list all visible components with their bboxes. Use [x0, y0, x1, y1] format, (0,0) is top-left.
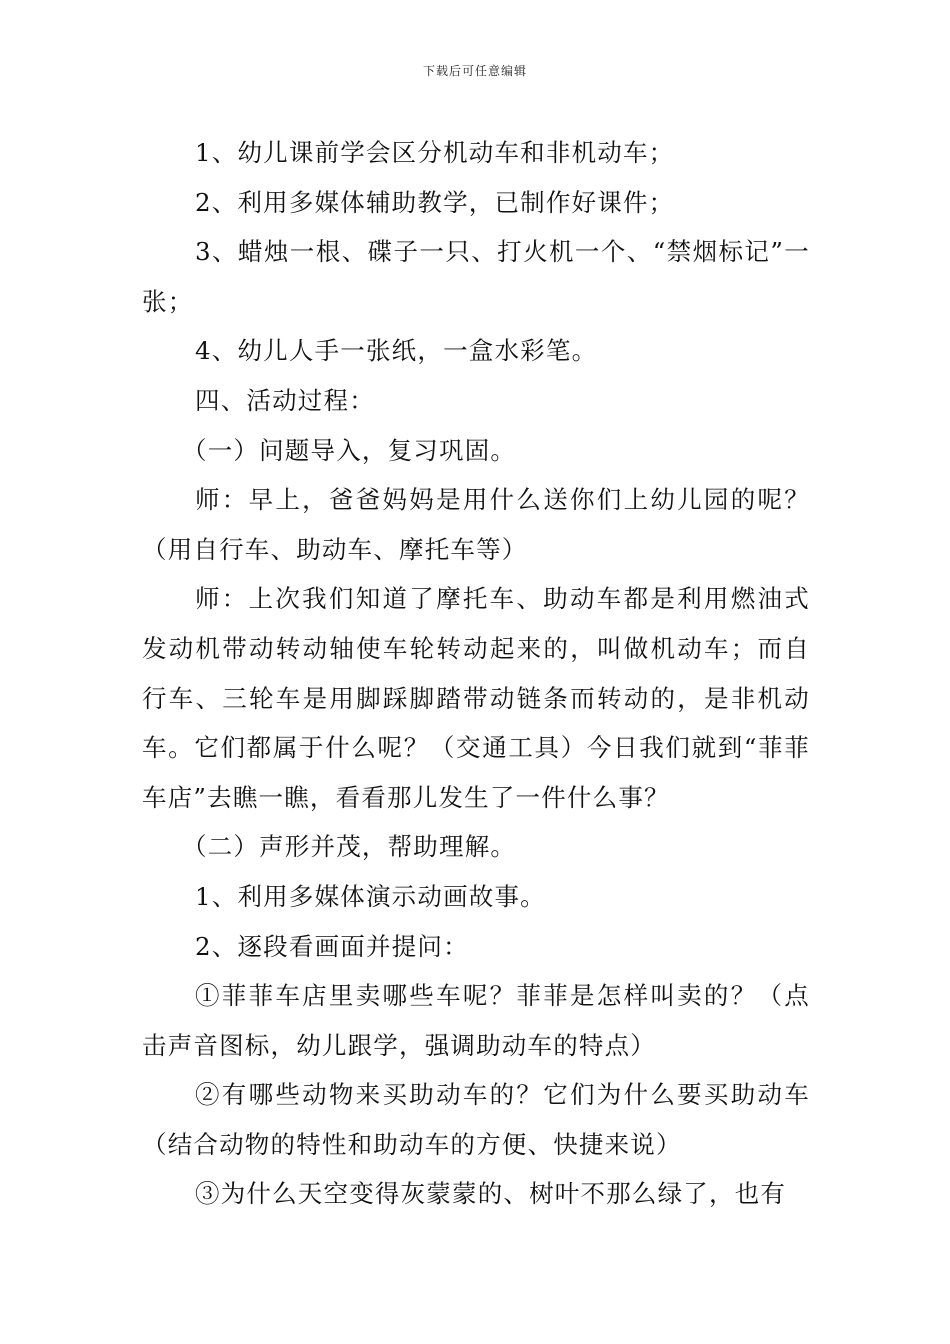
paragraph-prep-4: 4、幼儿人手一张纸，一盒水彩笔。	[195, 336, 598, 366]
subsection-heading-1: （一）问题导入，复习巩固。	[182, 435, 517, 465]
paragraph-prep-3: 3、蜡烛一根、碟子一只、打火机一个、“禁烟标记”一张；	[142, 237, 810, 316]
paragraph-prep-1: 1、幼儿课前学会区分机动车和非机动车；	[195, 138, 675, 167]
paragraph-question-3: ③为什么天空变得灰蒙蒙的、树叶不那么绿了，也有	[195, 1179, 787, 1209]
paragraph-teacher-explanation: 师：上次我们知道了摩托车、助动车都是利用燃油式发动机带动转动轴使车轮转动起来的，叫做机动车；而自行车、三轮车是用脚踩脚踏带动链条而转动的，是非机动车。它们都属于什么呢？（交通工具）今日我们就到“菲菲车店”去瞧一瞧，看看那儿发生了一件什么事？	[142, 584, 810, 812]
subsection-heading-2: （二）声形并茂，帮助理解。	[182, 832, 517, 862]
paragraph-question-2: ②有哪些动物来买助动车的？它们为什么要买助动车（结合动物的特性和助动车的方便、快捷来说）	[142, 1080, 810, 1159]
paragraph-step-1: 1、利用多媒体演示动画故事。	[195, 881, 546, 911]
paragraph-prep-2: 2、利用多媒体辅助教学，已制作好课件；	[195, 187, 675, 217]
paragraph-question-1: ①菲菲车店里卖哪些车呢？菲菲是怎样叫卖的？（点击声音图标，幼儿跟学，强调助动车的特点）	[142, 981, 810, 1060]
document-body	[142, 128, 810, 1219]
section-heading-activity-process: 四、活动过程：	[195, 385, 375, 415]
paragraph-step-2: 2、逐段看画面并提问：	[195, 931, 469, 961]
page-header-note: 下载后可任意编辑	[422, 64, 527, 78]
paragraph-teacher-question: 师：早上，爸爸妈妈是用什么送你们上幼儿园的呢？（用自行车、助动车、摩托车等）	[142, 485, 810, 564]
